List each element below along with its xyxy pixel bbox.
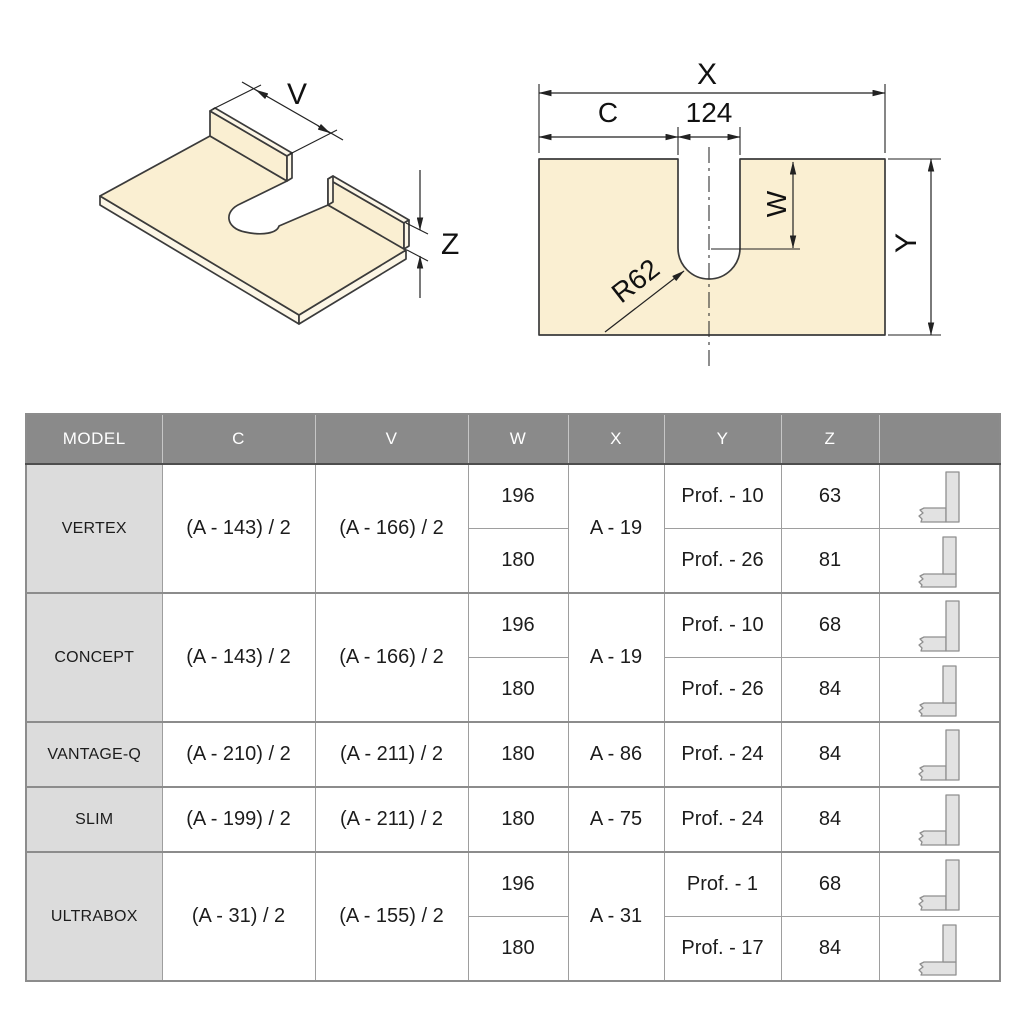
table-row: [26, 593, 1000, 658]
worktop-under-upstand-icon: [913, 921, 965, 977]
cell-profile: [879, 852, 1000, 917]
cell-c: (A - 143) / 2: [162, 593, 315, 722]
header-profile: [879, 414, 1000, 464]
right-upstand-left-end: [328, 176, 333, 205]
cell-v: (A - 166) / 2: [315, 593, 468, 722]
cell-v: (A - 166) / 2: [315, 464, 468, 593]
cell-c: (A - 210) / 2: [162, 722, 315, 787]
dimension-y: [888, 159, 941, 335]
header-model: MODEL: [26, 414, 162, 464]
cell-model: VERTEX: [26, 464, 162, 593]
worktop-butts-upstand-icon: [913, 792, 965, 848]
panel-outline: [539, 159, 885, 335]
dim-label-v: V: [286, 78, 308, 111]
dim-label-r62: R62: [605, 252, 666, 309]
dimension-c: [539, 97, 678, 137]
cell-c: (A - 199) / 2: [162, 787, 315, 852]
worktop-butts-upstand-icon: [913, 469, 965, 525]
cell-x: A - 19: [568, 464, 664, 593]
dim-label-w: W: [761, 190, 792, 218]
table-row: [26, 464, 1000, 529]
worktop-butts-upstand-icon: [913, 598, 965, 654]
cell-w: 180: [468, 722, 568, 787]
cell-y: Prof. - 10: [664, 593, 781, 658]
cell-profile: [879, 787, 1000, 852]
header-y: Y: [664, 414, 781, 464]
cell-w: 196: [468, 852, 568, 917]
cell-y: Prof. - 26: [664, 529, 781, 594]
table-row: [26, 852, 1000, 917]
worktop-butts-upstand-icon: [913, 857, 965, 913]
cell-z: 84: [781, 917, 879, 982]
cell-y: Prof. - 26: [664, 658, 781, 723]
cell-model: SLIM: [26, 787, 162, 852]
cell-x: A - 75: [568, 787, 664, 852]
cell-model: ULTRABOX: [26, 852, 162, 981]
cell-z: 81: [781, 529, 879, 594]
cell-model: CONCEPT: [26, 593, 162, 722]
cell-profile: [879, 658, 1000, 723]
cell-v: (A - 211) / 2: [315, 787, 468, 852]
header-row: [26, 414, 1000, 464]
cell-x: A - 19: [568, 593, 664, 722]
cell-y: Prof. - 1: [664, 852, 781, 917]
table-row: [26, 722, 1000, 787]
cell-z: 63: [781, 464, 879, 529]
worktop-butts-upstand-icon: [913, 727, 965, 783]
dim-label-x: X: [696, 58, 718, 91]
dim-label-124: 124: [685, 97, 733, 128]
header-z: Z: [781, 414, 879, 464]
cell-c: (A - 31) / 2: [162, 852, 315, 981]
cell-v: (A - 155) / 2: [315, 852, 468, 981]
cell-profile: [879, 593, 1000, 658]
spec-table: [25, 413, 1001, 982]
dim-label-y: Y: [890, 232, 923, 254]
plan-worktop-drawing: [539, 58, 941, 368]
cell-y: Prof. - 17: [664, 917, 781, 982]
cell-w: 180: [468, 529, 568, 594]
cell-profile: [879, 464, 1000, 529]
cell-w: 180: [468, 658, 568, 723]
cell-z: 84: [781, 658, 879, 723]
cell-z: 68: [781, 593, 879, 658]
header-w: W: [468, 414, 568, 464]
cell-w: 196: [468, 593, 568, 658]
worktop-under-upstand-icon: [913, 533, 965, 589]
left-upstand-end: [287, 153, 292, 181]
cell-v: (A - 211) / 2: [315, 722, 468, 787]
cell-w: 180: [468, 917, 568, 982]
iso-worktop-drawing: [100, 78, 459, 324]
cell-z: 84: [781, 787, 879, 852]
table-row: [26, 787, 1000, 852]
dimension-slot-width: [678, 97, 740, 155]
cell-y: Prof. - 24: [664, 787, 781, 852]
cell-y: Prof. - 10: [664, 464, 781, 529]
header-v: V: [315, 414, 468, 464]
cell-x: A - 86: [568, 722, 664, 787]
cell-y: Prof. - 24: [664, 722, 781, 787]
cell-model: VANTAGE-Q: [26, 722, 162, 787]
cell-profile: [879, 529, 1000, 594]
cell-x: A - 31: [568, 852, 664, 981]
cell-profile: [879, 722, 1000, 787]
cell-w: 180: [468, 787, 568, 852]
cell-profile: [879, 917, 1000, 982]
dimension-z: [406, 170, 459, 298]
technical-drawings: [0, 0, 1024, 405]
cell-w: 196: [468, 464, 568, 529]
header-x: X: [568, 414, 664, 464]
header-c: C: [162, 414, 315, 464]
cell-c: (A - 143) / 2: [162, 464, 315, 593]
cell-z: 68: [781, 852, 879, 917]
worktop-under-upstand-icon: [913, 662, 965, 718]
dim-label-c: C: [597, 97, 619, 128]
cell-z: 84: [781, 722, 879, 787]
dim-label-z: Z: [441, 228, 460, 261]
